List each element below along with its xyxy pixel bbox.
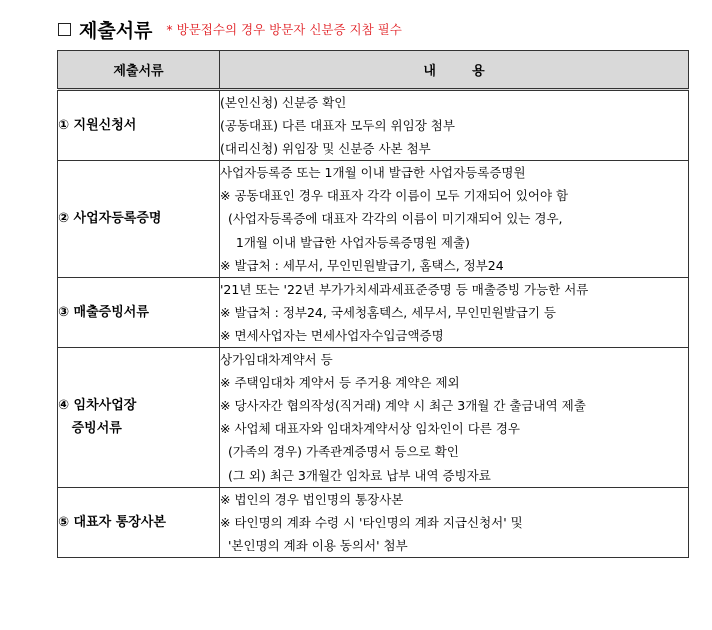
table-header-row [58,51,689,90]
content-line: 사업자등록증 또는 1개월 이내 발급한 사업자등록증명원 [220,165,526,181]
content-line: (그 외) 최근 3개월간 임차료 납부 내역 증빙자료 [220,467,491,483]
content-line: ※ 주택임대차 계약서 등 주거용 계약은 제외 [220,375,460,391]
document-content [220,90,689,161]
document-content [220,277,689,347]
empty-square-icon [58,23,71,36]
table-row [58,277,689,347]
document-name [58,348,220,488]
content-line: ※ 타인명의 계좌 수령 시 '타인명의 계좌 지급신청서' 및 [220,514,523,530]
table-row [58,348,689,488]
content-line: ※ 당사자간 협의작성(직거래) 계약 시 최근 3개월 간 출금내역 제출 [220,398,586,414]
content-line: '21년 또는 '22년 부가가치세과세표준증명 등 매출증빙 가능한 서류 [220,281,589,297]
content-line: ※ 발급처 : 정부24, 국세청홈텍스, 세무서, 무인민원발급기 등 [220,304,556,320]
document-name-line: 증빙서류 [58,421,122,437]
content-line: (본인신청) 신분증 확인 [220,95,347,110]
content-line: ※ 면세사업자는 면세사업자수입금액증명 [220,327,444,343]
content-line: (가족의 경우) 가족관계증명서 등으로 확인 [220,444,459,460]
document-name-line: ② 사업자등록증명 [58,211,162,227]
document-name-line: ④ 임차사업장 [58,398,137,414]
document-content [220,348,689,488]
header-documents: 제출서류 [58,51,220,90]
document-name [58,277,220,347]
content-line: ※ 공동대표인 경우 대표자 각각 이름이 모두 기재되어 있어야 함 [220,188,569,204]
document-name-line: ⑤ 대표자 통장사본 [58,514,166,530]
document-name-line: ① 지원신청서 [58,118,137,134]
table-row [58,90,689,161]
table-row [58,161,689,277]
document-content [220,161,689,277]
content-line: (대리신청) 위임장 및 신분증 사본 첨부 [220,141,431,157]
content-line: (공동대표) 다른 대표자 모두의 위임장 첨부 [220,118,455,134]
content-line: (사업자등록증에 대표자 각각의 이름이 미기재되어 있는 경우, [220,211,563,227]
document-name-line: ③ 매출증빙서류 [58,304,149,320]
document-name [58,90,220,161]
content-line: ※ 발급처 : 세무서, 무인민원발급기, 홈택스, 정부24 [220,257,504,273]
section-title: 제출서류 [79,19,153,42]
document-name [58,487,220,557]
content-line: 상가임대차계약서 등 [220,352,333,368]
content-line: ※ 사업체 대표자와 임대차계약서상 임차인이 다른 경우 [220,421,520,437]
content-line: 1개월 이내 발급한 사업자등록증명원 제출) [220,234,470,250]
documents-table [57,50,689,558]
document-name [58,161,220,277]
header-contents: 내 용 [220,51,689,90]
section-heading [58,16,402,42]
content-line: '본인명의 계좌 이용 동의서' 첨부 [220,537,408,553]
document-content [220,487,689,557]
visit-note: * 방문접수의 경우 방문자 신분증 지참 필수 [166,22,402,37]
content-line: ※ 법인의 경우 법인명의 통장사본 [220,491,404,507]
table-row [58,487,689,557]
